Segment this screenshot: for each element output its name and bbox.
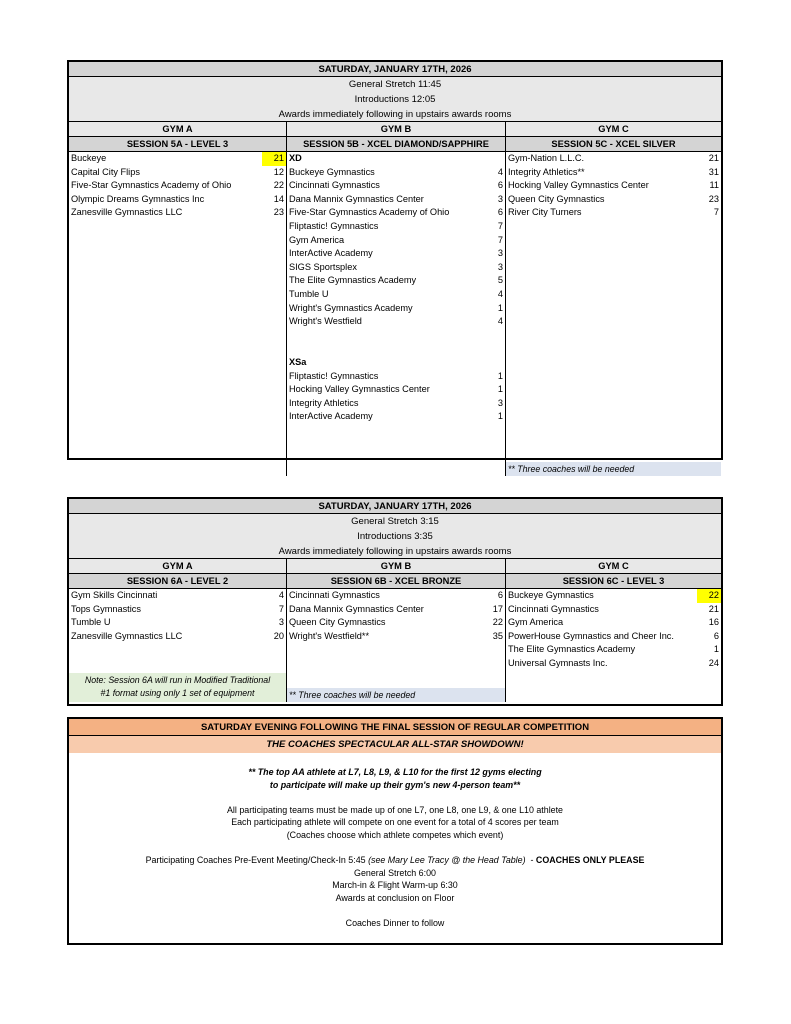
list-item: Wright's Gymnastics Academy 1 bbox=[289, 302, 503, 313]
list-item: Gym America 7 bbox=[289, 234, 503, 245]
coaches-note: ** Three coaches will be needed bbox=[287, 688, 505, 702]
list-item: Fliptastic! Gymnastics 1 bbox=[289, 370, 503, 381]
list-item: Tops Gymnastics 7 bbox=[71, 603, 284, 614]
stretch-time: General Stretch 3:15 bbox=[69, 514, 721, 529]
list-item: Dana Mannix Gymnastics Center 17 bbox=[289, 603, 503, 614]
detail-line: All participating teams must be made up of one L7, one L8, one L9, & one L10 athlete bbox=[227, 804, 563, 815]
list-item: Capital City Flips 12 bbox=[71, 166, 284, 177]
list-item: Hocking Valley Gymnastics Center 11 bbox=[508, 180, 719, 191]
meeting-line: Participating Coaches Pre-Event Meeting/Check-In 5:45 (see Mary Lee Tracy @ the Head Table) - COACHES ONLY PLEASE bbox=[145, 855, 645, 866]
list-item: Integrity Athletics** 31 bbox=[508, 166, 719, 177]
list-item: Zanesville Gymnastics LLC 23 bbox=[71, 207, 284, 218]
list-item: PowerHouse Gymnastics and Cheer Inc. 6 bbox=[508, 630, 719, 641]
list-item: Queen City Gymnastics 23 bbox=[508, 193, 719, 204]
list-item: The Elite Gymnastics Academy 1 bbox=[508, 644, 719, 655]
session-5b-header: SESSION 5B - XCEL DIAMOND/SAPPHIRE bbox=[287, 137, 506, 151]
awards-note: Awards immediately following in upstairs awards rooms bbox=[69, 107, 721, 122]
format-note: Note: Session 6A will run in Modified Traditional #1 format using only 1 set of equipment bbox=[69, 673, 286, 702]
list-item: InterActive Academy 3 bbox=[289, 248, 503, 259]
list-item: Dana Mannix Gymnastics Center 3 bbox=[289, 193, 503, 204]
gym-a-list bbox=[69, 152, 287, 476]
list-item: InterActive Academy 1 bbox=[289, 411, 503, 422]
session-header-row bbox=[69, 574, 721, 589]
list-item: Hocking Valley Gymnastics Center 1 bbox=[289, 384, 503, 395]
session-5a-header: SESSION 5A - LEVEL 3 bbox=[69, 137, 287, 151]
highlighted-count: 21 bbox=[262, 152, 286, 166]
list-item: Queen City Gymnastics 22 bbox=[289, 617, 503, 628]
gym-header-row bbox=[69, 559, 721, 574]
list-item: Olympic Dreams Gymnastics Inc 14 bbox=[71, 193, 284, 204]
list-item: Universal Gymnasts Inc. 24 bbox=[508, 657, 719, 668]
session-5-schedule bbox=[67, 60, 723, 474]
intro-time: Introductions 12:05 bbox=[69, 92, 721, 107]
list-item: Cincinnati Gymnastics 6 bbox=[289, 180, 503, 191]
awards-note: Awards immediately following in upstairs awards rooms bbox=[69, 544, 721, 559]
list-item: Five-Star Gymnastics Academy of Ohio 22 bbox=[71, 180, 284, 191]
session-6-schedule bbox=[67, 497, 723, 706]
coaches-showdown bbox=[67, 717, 723, 945]
list-item: River City Turners 7 bbox=[508, 207, 719, 218]
session-5c-header: SESSION 5C - XCEL SILVER bbox=[506, 137, 721, 151]
date-header: SATURDAY, JANUARY 17TH, 2026 bbox=[69, 62, 721, 77]
gym-c-list bbox=[506, 589, 721, 702]
gym-c-list bbox=[506, 152, 721, 476]
gym-b-list bbox=[287, 589, 506, 702]
list-item: Gym America 16 bbox=[508, 617, 719, 628]
list-item: Gym Skills Cincinnati 4 bbox=[71, 590, 284, 600]
list-item: Zanesville Gymnastics LLC 20 bbox=[71, 630, 284, 641]
gym-c-header: GYM C bbox=[506, 559, 721, 573]
session-header-row bbox=[69, 137, 721, 152]
list-item: Integrity Athletics 3 bbox=[289, 397, 503, 408]
gym-a-header: GYM A bbox=[69, 122, 287, 136]
list-item: Tumble U 3 bbox=[71, 617, 284, 628]
intro-time: Introductions 3:35 bbox=[69, 529, 721, 544]
stretch-time: General Stretch 11:45 bbox=[69, 77, 721, 92]
detail-line: March-in & Flight Warm-up 6:30 bbox=[332, 880, 458, 891]
group-label-xsa: XSa bbox=[289, 356, 307, 367]
detail-line: (Coaches choose which athlete competes which event) bbox=[286, 829, 504, 840]
detail-line: Awards at conclusion on Floor bbox=[335, 892, 455, 903]
team-rule-line: to participate will make up their gym's new 4-person team** bbox=[269, 779, 521, 790]
gym-b-header: GYM B bbox=[287, 559, 506, 573]
gym-a-list bbox=[69, 589, 287, 702]
highlighted-count: 22 bbox=[697, 589, 721, 603]
list-item: Wright's Westfield** 35 bbox=[289, 630, 503, 641]
list-item: Buckeye Gymnastics 22 bbox=[506, 589, 721, 603]
list-item: The Elite Gymnastics Academy 5 bbox=[289, 275, 503, 286]
list-item: Cincinnati Gymnastics 6 bbox=[289, 590, 503, 600]
list-item: Buckeye Gymnastics 4 bbox=[289, 166, 503, 177]
showdown-details bbox=[69, 753, 721, 930]
list-item: Gym-Nation L.L.C. 21 bbox=[508, 153, 719, 163]
gym-c-header: GYM C bbox=[506, 122, 721, 136]
list-item: Five-Star Gymnastics Academy of Ohio 6 bbox=[289, 207, 503, 218]
session-6c-header: SESSION 6C - LEVEL 3 bbox=[506, 574, 721, 588]
session-6b-header: SESSION 6B - XCEL BRONZE bbox=[287, 574, 506, 588]
list-item: SIGS Sportsplex 3 bbox=[289, 261, 503, 272]
list-item: Wright's Westfield 4 bbox=[289, 316, 503, 327]
list-item: Cincinnati Gymnastics 21 bbox=[508, 603, 719, 614]
team-rule-line: ** The top AA athlete at L7, L8, L9, & L10 for the first 12 gyms electing bbox=[248, 767, 542, 777]
detail-line: Each participating athlete will compete on one event for a total of 4 scores per team bbox=[231, 817, 559, 828]
gym-header-row bbox=[69, 122, 721, 137]
gym-b-header: GYM B bbox=[287, 122, 506, 136]
list-item: Buckeye 21 bbox=[69, 152, 286, 166]
showdown-subtitle: THE COACHES SPECTACULAR ALL-STAR SHOWDOWN! bbox=[69, 736, 721, 753]
coaches-note: ** Three coaches will be needed bbox=[506, 462, 721, 476]
date-header: SATURDAY, JANUARY 17TH, 2026 bbox=[69, 499, 721, 514]
detail-line: General Stretch 6:00 bbox=[354, 867, 436, 878]
gym-a-header: GYM A bbox=[69, 559, 287, 573]
detail-line: Coaches Dinner to follow bbox=[345, 918, 445, 929]
list-item: Fliptastic! Gymnastics 7 bbox=[289, 220, 503, 231]
evening-title: SATURDAY EVENING FOLLOWING THE FINAL SESSION OF REGULAR COMPETITION bbox=[69, 719, 721, 736]
gym-b-list bbox=[287, 152, 506, 476]
group-label-xd: XD bbox=[289, 153, 302, 163]
list-item: Tumble U 4 bbox=[289, 288, 503, 299]
session-6a-header: SESSION 6A - LEVEL 2 bbox=[69, 574, 287, 588]
